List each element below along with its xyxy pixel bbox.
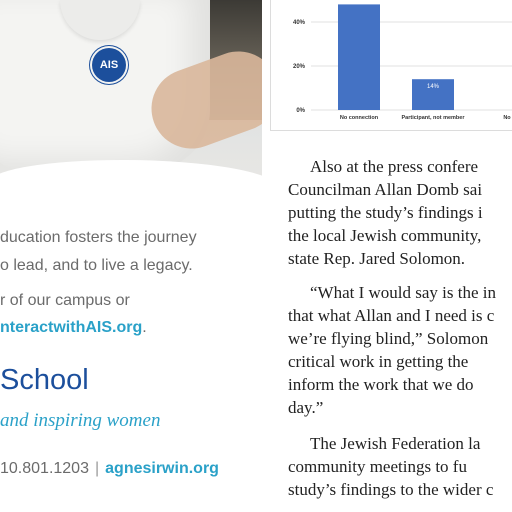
article-line: community meetings to fu <box>288 457 467 476</box>
article-line: “What I would say is the in <box>310 283 497 302</box>
x-tick-label: Participant, not member <box>401 115 465 121</box>
tour-link[interactable]: nteractwithAIS.org <box>0 319 143 336</box>
article-line: Also at the press confere <box>310 157 479 176</box>
y-tick-label: 20% <box>292 64 305 70</box>
ais-logo: AIS <box>92 48 126 82</box>
bar-chart <box>271 0 512 130</box>
article-line: study’s findings to the wider c <box>288 480 494 499</box>
school-tagline: and inspiring women <box>0 410 161 431</box>
ad-tour-text: r of our campus or <box>0 292 130 309</box>
website-link[interactable]: agnesirwin.org <box>105 460 219 477</box>
y-tick-label: 0% <box>296 108 305 114</box>
ad-contact-line <box>0 460 219 478</box>
data-label: 14% <box>426 84 440 91</box>
article-line: inform the work that we do <box>288 375 474 394</box>
school-name: School <box>0 364 89 396</box>
article-line: putting the study’s findings i <box>288 203 483 222</box>
student-photo <box>0 0 262 192</box>
ad-body-line-2: o lead, and to live a legacy. <box>0 257 193 274</box>
survey-chart <box>270 0 512 131</box>
article-line: state Rep. Jared Solomon. <box>288 249 466 268</box>
brush-edge <box>0 160 262 192</box>
bar <box>338 4 380 110</box>
article-line: The Jewish Federation la <box>310 434 481 453</box>
article-line: we’re flying blind,” Solomon <box>288 329 489 348</box>
y-tick-label: 40% <box>292 20 305 26</box>
ad-tour-line <box>0 318 147 338</box>
tour-link-suffix: . <box>142 319 147 336</box>
x-tick-label: No <box>503 115 511 121</box>
article-line: day.” <box>288 398 324 417</box>
article-line: the local Jewish community, <box>288 226 482 245</box>
x-tick-label: No connection <box>339 115 379 121</box>
ad-body-line-1: ducation fosters the journey <box>0 229 197 246</box>
article-line: critical work in getting the <box>288 352 469 371</box>
phone-number: 10.801.1203 <box>0 460 89 477</box>
contact-separator: | <box>94 460 100 477</box>
article-line: Councilman Allan Domb sai <box>288 180 483 199</box>
article-line: that what Allan and I need is c <box>288 306 495 325</box>
